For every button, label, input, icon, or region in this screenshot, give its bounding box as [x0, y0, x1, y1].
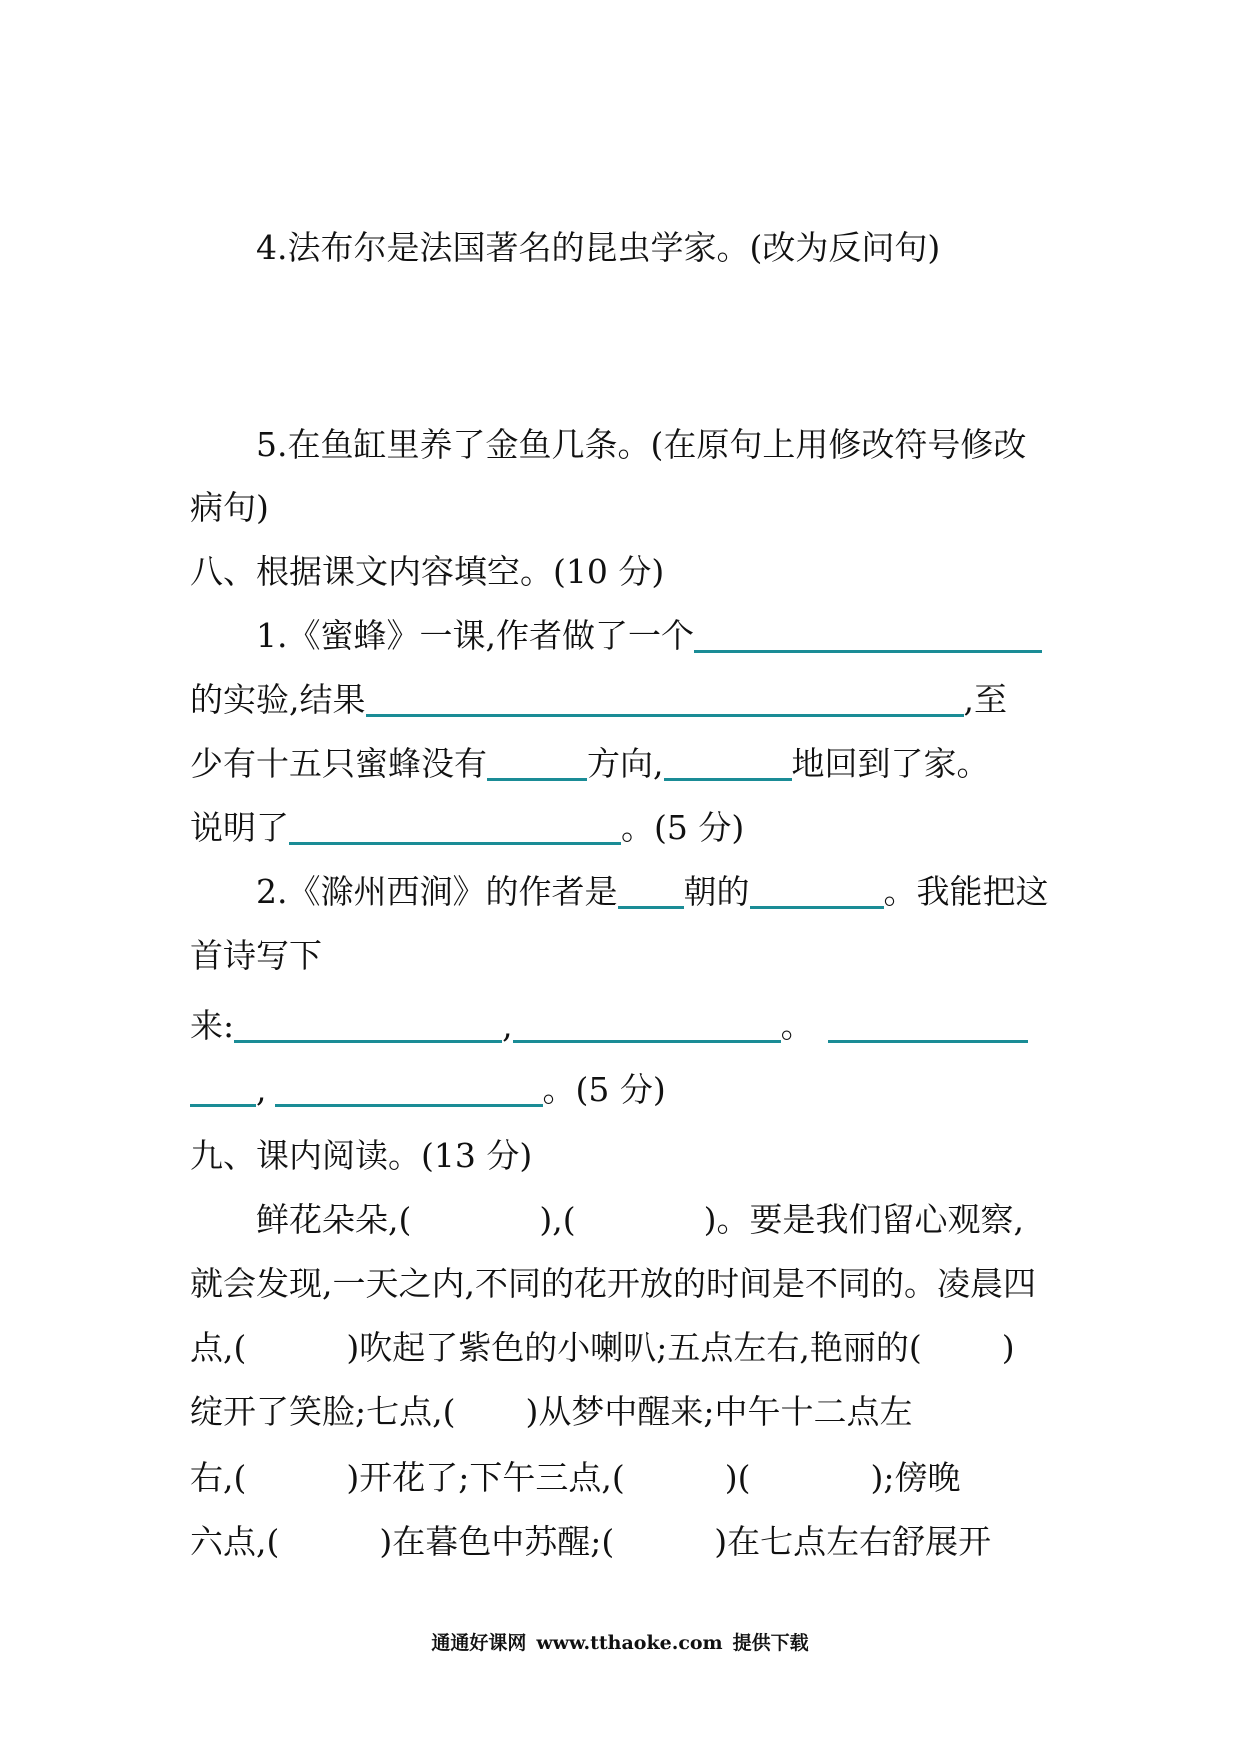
- section8-heading: 八、根据课文内容填空。(10 分): [190, 552, 665, 591]
- reading-text: 鲜花朵朵,(: [256, 1200, 412, 1239]
- answer-blank[interactable]: [618, 872, 684, 909]
- reading-text: )从梦中醒来;中午十二点左: [525, 1392, 913, 1431]
- q8-1-text: 地回到了家。: [791, 744, 990, 783]
- q8-2-text: 来:: [190, 1006, 235, 1045]
- footer-site-name: 通通好课网: [431, 1632, 527, 1654]
- q8-1-text: 方向,: [587, 744, 664, 783]
- reading-text: )吹起了紫色的小喇叭;五点左右,艳丽的(: [346, 1328, 922, 1367]
- q8-2-punct: 。: [780, 1006, 814, 1045]
- q8-1-line2: [190, 678, 1007, 722]
- reading-text: 六点,(: [190, 1522, 280, 1561]
- answer-blank[interactable]: [664, 744, 792, 781]
- answer-blank[interactable]: [750, 872, 884, 909]
- q8-2-punct: ,: [502, 1006, 513, 1045]
- reading-line-3: [190, 1326, 1015, 1370]
- q8-2-line1: [256, 870, 1049, 914]
- reading-text: )。要是我们留心观察,: [703, 1200, 1024, 1239]
- poem-blank[interactable]: [234, 1006, 502, 1043]
- answer-blank[interactable]: [289, 808, 621, 845]
- q7-item-5-cont: 病句): [190, 488, 269, 527]
- reading-line-5: [190, 1456, 960, 1500]
- q7-item-4: 4.法布尔是法国著名的昆虫学家。(改为反问句): [256, 228, 941, 267]
- reading-text: ): [1001, 1328, 1015, 1367]
- section9-heading: 九、课内阅读。(13 分): [190, 1136, 533, 1175]
- q8-1-line1: [256, 614, 1042, 658]
- q8-2-text: 2.《滁州西涧》的作者是: [256, 872, 618, 911]
- poem-blank[interactable]: [190, 1070, 256, 1107]
- footer-url[interactable]: www.tthaoke.com: [536, 1632, 723, 1654]
- answer-blank[interactable]: [366, 680, 964, 717]
- q8-1-text: 。(5 分): [621, 808, 745, 847]
- q8-2-line3: [190, 1004, 1028, 1048]
- q8-2-text: 朝的: [683, 872, 750, 911]
- q8-1-text: 的实验,结果: [190, 680, 366, 719]
- reading-text: ),(: [539, 1200, 576, 1239]
- q8-2-line2: 首诗写下: [190, 936, 322, 975]
- q8-1-text: 说明了: [190, 808, 289, 847]
- page-footer: [0, 1628, 1240, 1655]
- q8-2-punct: ,: [256, 1070, 267, 1109]
- reading-text: 右,(: [190, 1458, 247, 1497]
- poem-blank[interactable]: [513, 1006, 781, 1043]
- q8-1-text: 少有十五只蜜蜂没有: [190, 744, 487, 783]
- q7-item-5: 5.在鱼缸里养了金鱼几条。(在原句上用修改符号修改: [256, 425, 1027, 464]
- footer-suffix: 提供下载: [732, 1632, 809, 1654]
- reading-text: )开花了;下午三点,(: [346, 1458, 625, 1497]
- reading-line-4: [190, 1390, 912, 1434]
- reading-line-6: [190, 1520, 991, 1564]
- q8-1-line3: [190, 742, 990, 786]
- answer-blank[interactable]: [487, 744, 587, 781]
- q8-1-line4: [190, 806, 744, 850]
- reading-line-2: 就会发现,一天之内,不同的花开放的时间是不同的。凌晨四: [190, 1264, 1036, 1303]
- q8-2-text: 。我能把这: [883, 872, 1049, 911]
- poem-blank[interactable]: [828, 1006, 1028, 1043]
- poem-blank[interactable]: [275, 1070, 543, 1107]
- q8-1-text: ,至: [963, 680, 1007, 719]
- reading-text: )在七点左右舒展开: [714, 1522, 992, 1561]
- q8-1-text: 1.《蜜蜂》一课,作者做了一个: [256, 616, 694, 655]
- reading-text: )在暮色中苏醒;(: [379, 1522, 615, 1561]
- reading-text: 绽开了笑脸;七点,(: [190, 1392, 456, 1431]
- reading-line-1: [256, 1198, 1024, 1242]
- q8-2-text: 。(5 分): [542, 1070, 666, 1109]
- answer-blank[interactable]: [694, 616, 1042, 653]
- reading-text: 点,(: [190, 1328, 247, 1367]
- reading-text: );傍晚: [870, 1458, 961, 1497]
- reading-text: )(: [724, 1458, 751, 1497]
- q8-2-line4: [190, 1068, 666, 1112]
